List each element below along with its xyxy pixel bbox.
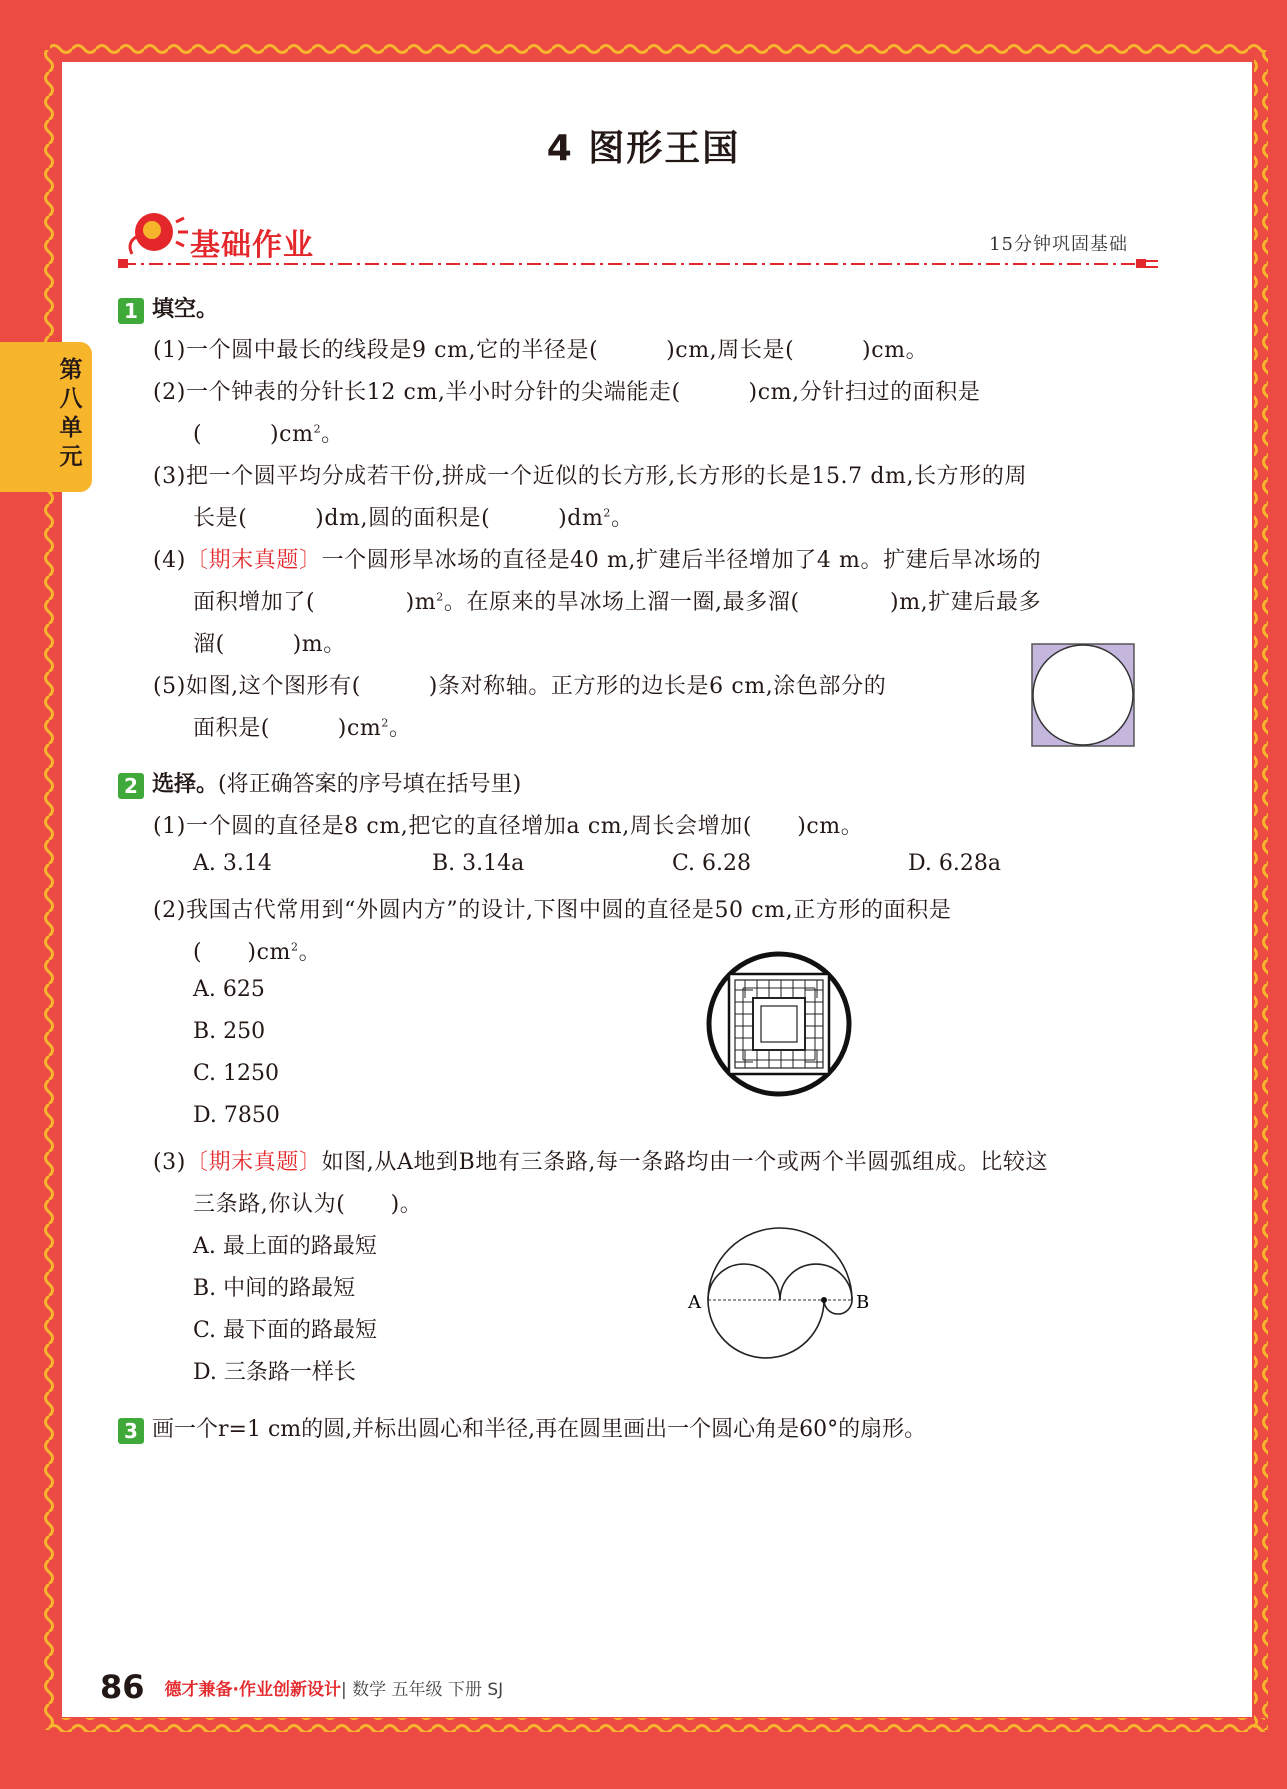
square-circle-figure: [1030, 642, 1136, 748]
q2-2-option-a: A. 625: [193, 977, 265, 1002]
q2-part-2: (2)我国古代常用到“外圆内方”的设计,下图中圆的直径是50 cm,正方形的面积是: [153, 898, 952, 923]
q2-part-3: (3)〔期末真题〕如图,从A地到B地有三条路,每一条路均由一个或两个半圆弧组成。比较这: [153, 1150, 1049, 1175]
exam-tag: 〔期末真题〕: [185, 548, 322, 573]
q2-part-1: (1)一个圆的直径是8 cm,把它的直径增加a cm,周长会增加( )cm。: [153, 814, 864, 839]
question-title: 选择。: [152, 772, 219, 797]
section-header: [118, 208, 1158, 268]
question-1-heading: [118, 292, 218, 324]
q2-1-option-a: A. 3.14: [193, 851, 272, 876]
q2-3-option-c: C. 最下面的路最短: [193, 1318, 378, 1343]
q2-part-3b: 三条路,你认为( )。: [193, 1192, 423, 1217]
question-3-text: 画一个r=1 cm的圆,并标出圆心和半径,再在圆里画出一个圆心角是60°的扇形。: [152, 1417, 927, 1442]
q1-line-4b: 面积增加了( )$m^2$。在原来的旱冰场上溜一圈,最多溜( )m,扩建后最多: [193, 590, 1042, 615]
question-number: 3: [118, 1418, 144, 1444]
q1-line-3: (3)把一个圆平均分成若干份,拼成一个近似的长方形,长方形的长是15.7 dm,长方形的周: [153, 464, 1028, 489]
point-a-label: A: [688, 1292, 701, 1313]
question-number: 2: [118, 773, 144, 799]
q2-1-option-d: D. 6.28a: [908, 851, 1001, 876]
q2-3-option-d: D. 三条路一样长: [193, 1360, 356, 1385]
q1-line-2b: ( )$cm^2$。: [193, 422, 344, 447]
q1-line-5b: 面积是( )$cm^2$。: [193, 716, 412, 741]
page-number: 86: [100, 1668, 145, 1706]
section-title: 基础作业: [190, 228, 314, 263]
q1-line-4c: 溜( )m。: [193, 632, 346, 657]
q2-1-option-c: C. 6.28: [672, 851, 752, 876]
q1-line-2: (2)一个钟表的分针长12 cm,半小时分针的尖端能走( )cm,分针扫过的面积是: [153, 380, 981, 405]
round-square-window-figure: [705, 950, 853, 1098]
q2-2-option-c: C. 1250: [193, 1061, 280, 1086]
q1-line-3b: 长是( )dm,圆的面积是( )$dm^2$。: [193, 506, 634, 531]
page-title: 4 图形王国: [546, 128, 741, 169]
q1-line-1: (1)一个圆中最长的线段是9 cm,它的半径是( )cm,周长是( )cm。: [153, 338, 929, 363]
point-b-label: B: [856, 1292, 870, 1313]
footer-brand: 德才兼备·作业创新设计: [164, 1680, 341, 1700]
semicircle-paths-figure: [680, 1218, 880, 1368]
question-3-heading: [118, 1412, 926, 1444]
question-title: 填空。: [152, 297, 219, 322]
q1-line-4: (4)〔期末真题〕一个圆形旱冰场的直径是40 m,扩建后半径增加了4 m。扩建后旱冰场的: [153, 548, 1042, 573]
page-footer: [100, 1668, 503, 1706]
section-time: 15分钟巩固基础: [989, 234, 1128, 255]
question-subtitle: (将正确答案的序号填在括号里): [218, 772, 522, 797]
q2-1-option-b: B. 3.14a: [432, 851, 525, 876]
q2-3-option-a: A. 最上面的路最短: [193, 1234, 377, 1259]
unit-tab-label: 第八单元: [59, 357, 83, 470]
q2-2-option-d: D. 7850: [193, 1103, 280, 1128]
page-body: [62, 62, 1252, 1717]
q2-3-option-b: B. 中间的路最短: [193, 1276, 356, 1301]
q2-2-option-b: B. 250: [193, 1019, 266, 1044]
q2-part-2b: ( )$cm^2$。: [193, 940, 322, 965]
q1-line-5: (5)如图,这个图形有( )条对称轴。正方形的边长是6 cm,涂色部分的: [153, 674, 887, 699]
exam-tag: 〔期末真题〕: [185, 1150, 322, 1175]
footer-info: | 数学 五年级 下册 SJ: [341, 1680, 504, 1700]
question-number: 1: [118, 298, 144, 324]
question-2-heading: [118, 767, 521, 799]
